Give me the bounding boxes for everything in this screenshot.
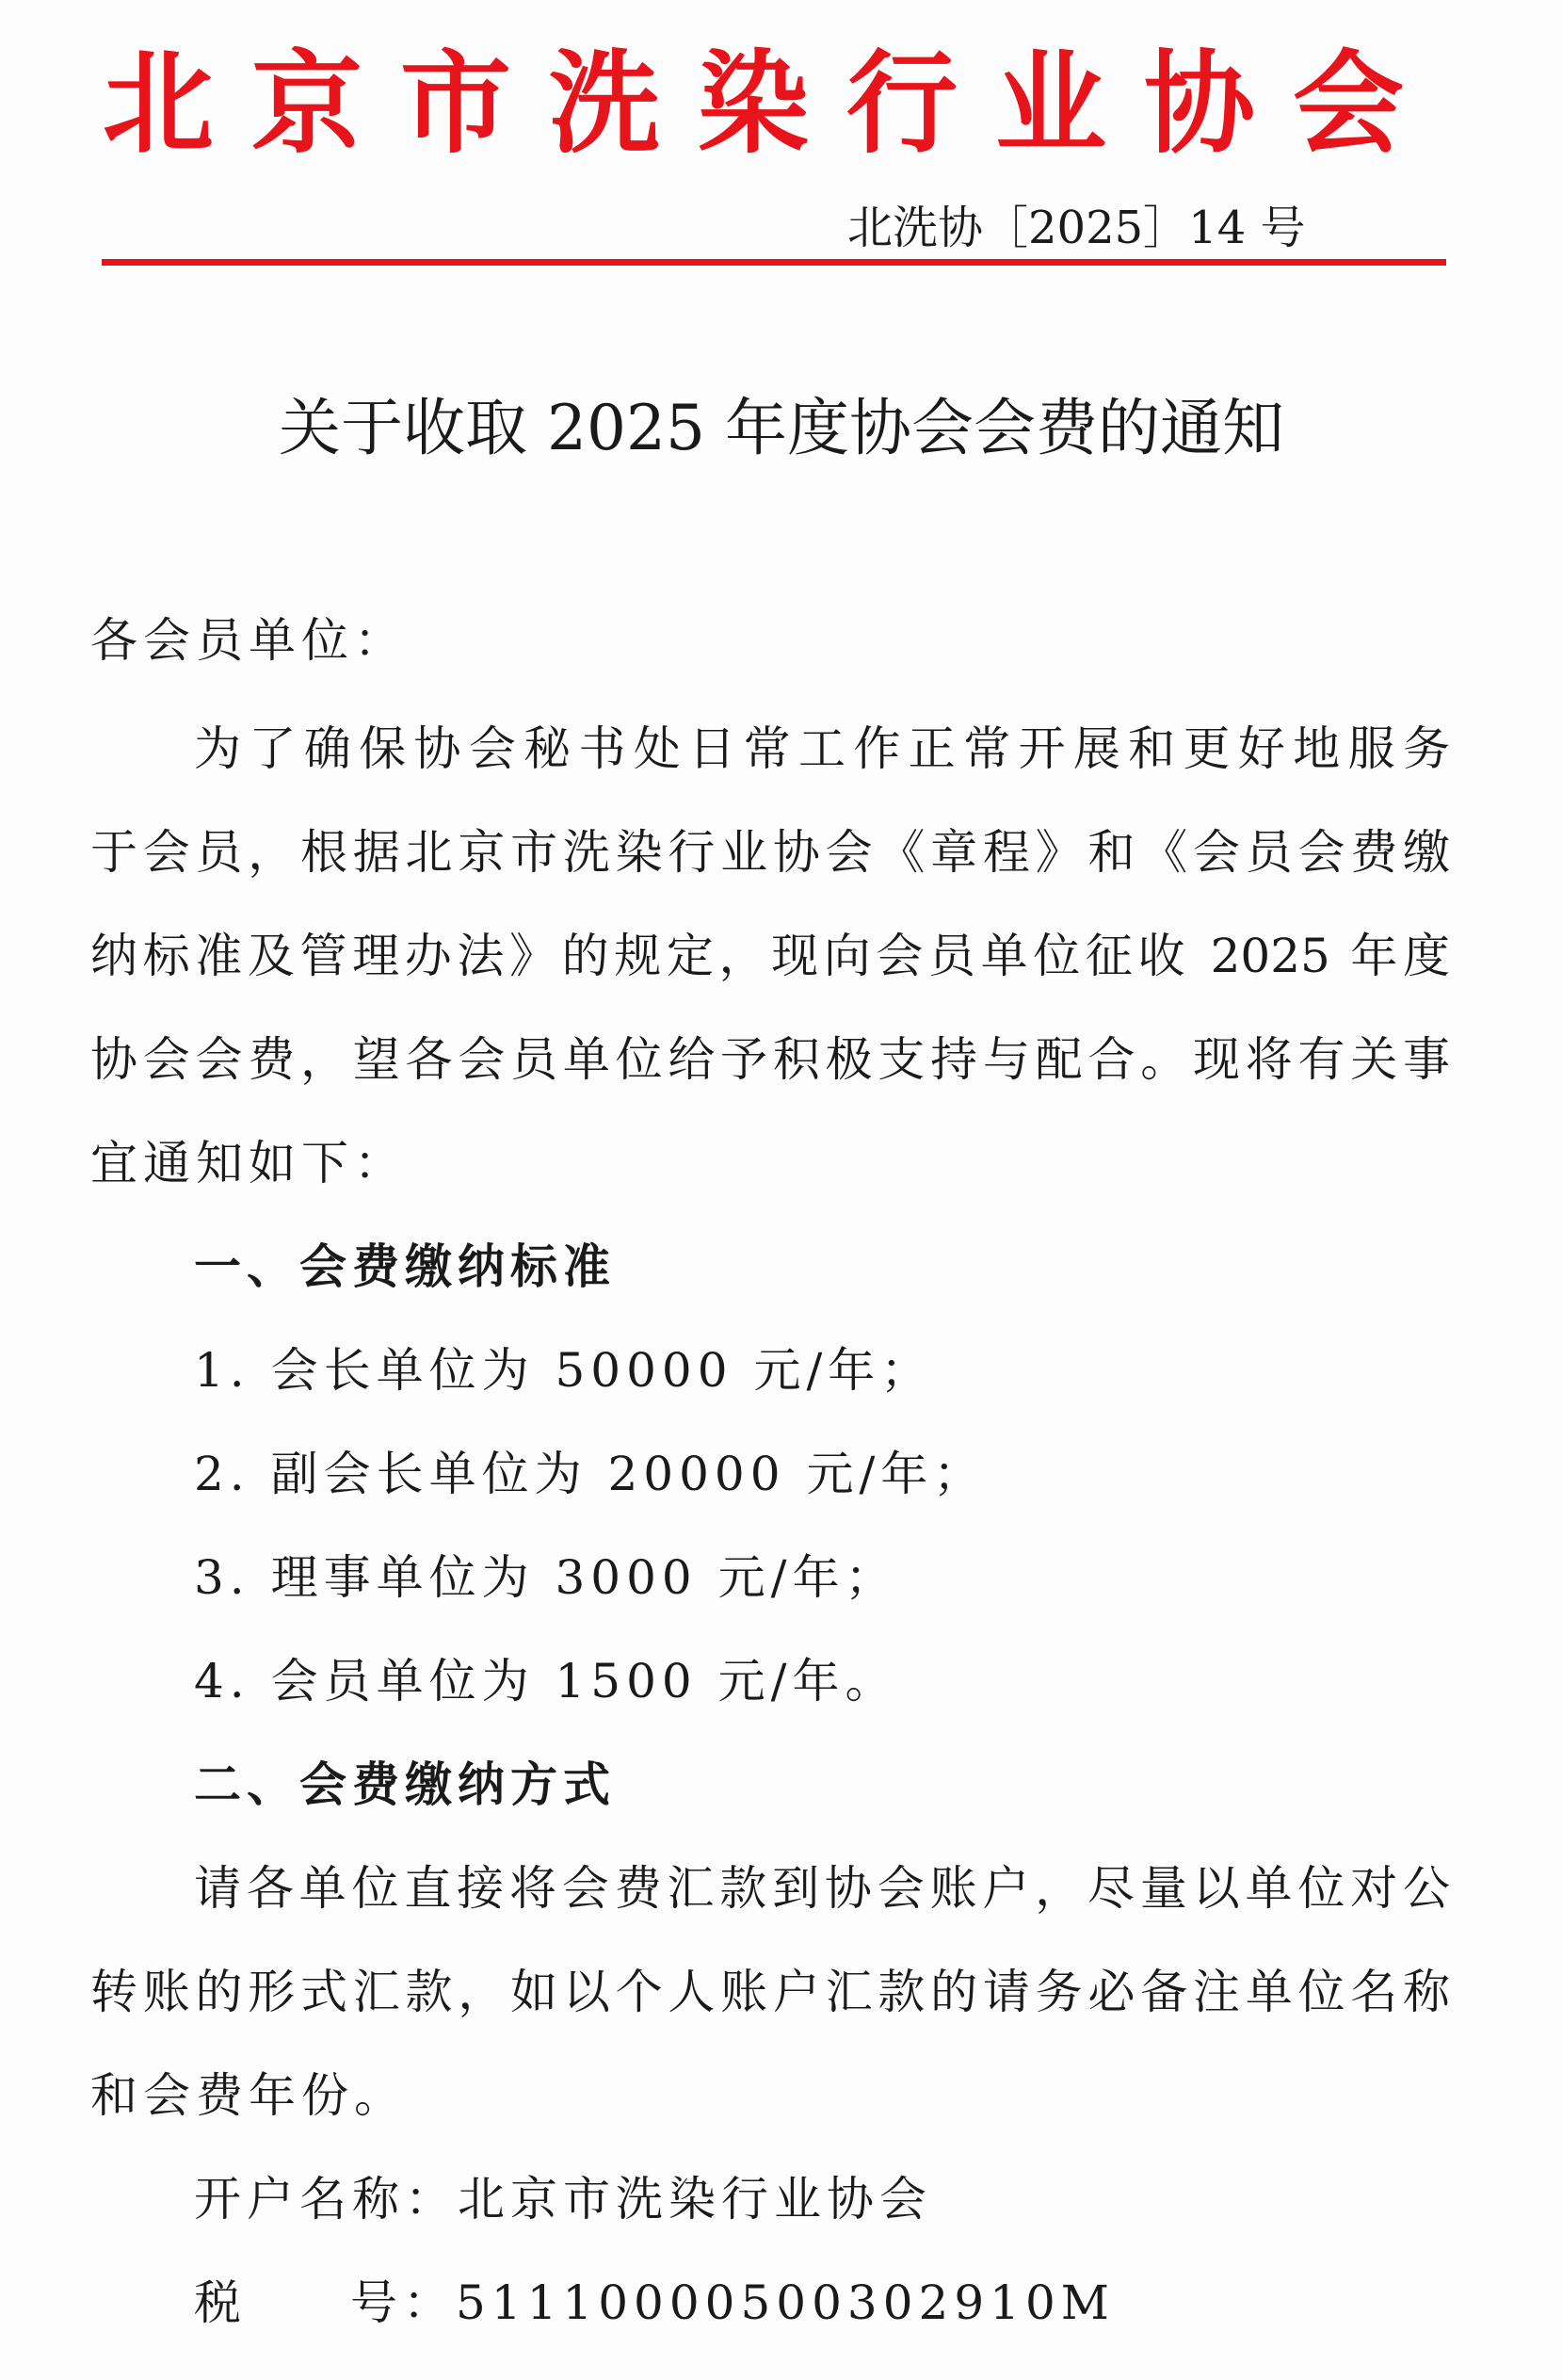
fee-item-vice-president: 2. 副会长单位为 20000 元/年；: [194, 1447, 987, 1501]
method-line-3: 和会费年份。: [90, 2068, 407, 2123]
tax-number-line: [194, 2270, 1115, 2336]
tax-number-value: 51110000500302910M: [456, 2275, 1115, 2330]
notice-title: 关于收取 2025 年度协会会费的通知: [279, 392, 1284, 464]
intro-line-3: 纳标准及管理办法》的规定，现向会员单位征收 2025 年度: [90, 929, 1450, 983]
org-letterhead-title: 北京市洗染行业协会: [102, 39, 1441, 169]
section-heading-fee-standard: 一、会费缴纳标准: [194, 1239, 616, 1294]
fee-item-president: 1. 会长单位为 50000 元/年；: [194, 1343, 934, 1398]
tax-label: 税: [194, 2275, 247, 2330]
salutation: 各会员单位：: [90, 613, 407, 668]
document-number: 北洗协［2025］14 号: [847, 202, 1306, 254]
method-line-1: 请各单位直接将会费汇款到协会账户，尽量以单位对公: [194, 1861, 1450, 1916]
tax-label-suffix: 号：: [350, 2275, 456, 2330]
intro-line-5: 宜通知如下：: [90, 1136, 407, 1190]
intro-line-1: 为了确保协会秘书处日常工作正常开展和更好地服务: [194, 721, 1450, 776]
intro-line-4: 协会会费，望各会员单位给予积极支持与配合。现将有关事: [90, 1032, 1450, 1087]
fee-item-member: 4. 会员单位为 1500 元/年。: [194, 1654, 898, 1708]
fee-item-director: 3. 理事单位为 3000 元/年；: [194, 1550, 898, 1605]
section-heading-payment-method: 二、会费缴纳方式: [194, 1757, 616, 1812]
account-name-line: 开户名称：北京市洗染行业协会: [194, 2172, 932, 2226]
method-line-2: 转账的形式汇款，如以个人账户汇款的请务必备注单位名称: [90, 1965, 1450, 2019]
letterhead-red-divider: [102, 259, 1446, 266]
intro-line-2: 于会员，根据北京市洗染行业协会《章程》和《会员会费缴: [90, 825, 1450, 880]
